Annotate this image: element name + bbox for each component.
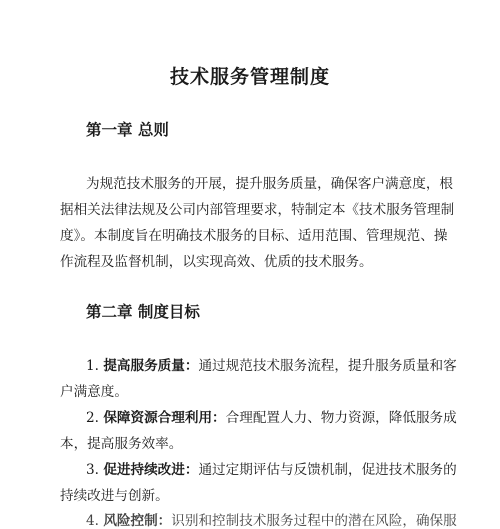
list-item-number: 2. xyxy=(86,410,99,426)
list-item-number: 3. xyxy=(86,462,99,478)
paragraph-line: 度》。本制度旨在明确技术服务的目标、适用范围、管理规范、操 xyxy=(60,228,448,244)
chapter-2-heading: 第二章 制度目标 xyxy=(86,303,200,321)
list-item-continuation: 本，提高服务效率。 xyxy=(60,436,183,452)
chapter-1-heading: 第一章 总则 xyxy=(86,121,169,139)
list-item xyxy=(86,509,457,529)
paragraph-line: 作流程及监督机制，以实现高效、优质的技术服务。 xyxy=(60,254,373,270)
list-item-text: 识别和控制技术服务过程中的潜在风险，确保服 xyxy=(171,513,457,529)
list-item-number: 1. xyxy=(86,358,99,374)
list-item xyxy=(86,458,457,478)
list-item-label: 促进持续改进： xyxy=(103,462,199,478)
list-item-text: 通过定期评估与反馈机制，促进技术服务的 xyxy=(198,462,457,478)
list-item-continuation: 持续改进与创新。 xyxy=(60,488,169,504)
list-item xyxy=(86,354,457,374)
list-item-label: 保障资源合理利用： xyxy=(103,410,226,426)
list-item-text: 通过规范技术服务流程，提升服务质量和客 xyxy=(198,358,457,374)
list-item-text: 合理配置人力、物力资源，降低服务成 xyxy=(225,410,457,426)
document-title: 技术服务管理制度 xyxy=(169,66,330,88)
list-item-number: 4. xyxy=(86,513,99,529)
list-item-continuation: 户满意度。 xyxy=(60,384,128,400)
paragraph-line: 据相关法律法规及公司内部管理要求，特制定本《技术服务管理制 xyxy=(60,202,455,218)
list-item-label: 提高服务质量： xyxy=(103,358,199,374)
paragraph-line: 为规范技术服务的开展，提升服务质量，确保客户满意度，根 xyxy=(86,176,454,192)
list-item xyxy=(86,406,457,426)
list-item-label: 风险控制： xyxy=(103,513,172,529)
